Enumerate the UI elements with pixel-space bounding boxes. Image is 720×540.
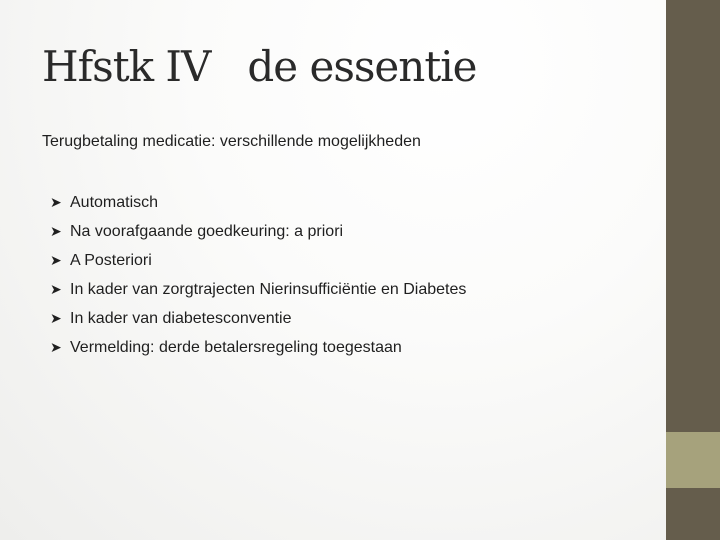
bullet-text: A Posteriori (70, 251, 152, 269)
slide-title: Hfstk IV de essentie (42, 42, 477, 91)
bullet-item (50, 333, 466, 362)
bullet-text: Vermelding: derde betalersregeling toegestaan (70, 338, 402, 356)
arrow-bullet-icon: ➤ (50, 252, 62, 268)
bullet-text: Automatisch (70, 193, 159, 211)
bullet-item (50, 246, 466, 275)
arrow-bullet-icon: ➤ (50, 223, 62, 239)
arrow-bullet-icon: ➤ (50, 194, 62, 210)
decorative-side-bar (666, 0, 720, 540)
arrow-bullet-icon: ➤ (50, 339, 62, 355)
arrow-bullet-icon: ➤ (50, 281, 62, 297)
bullet-item (50, 304, 466, 333)
bullet-text: In kader van diabetesconventie (70, 309, 292, 327)
bullet-text: Na voorafgaande goedkeuring: a priori (70, 222, 344, 240)
bullet-text: In kader van zorgtrajecten Nierinsufficiëntie en Diabetes (70, 280, 467, 298)
bullet-item (50, 217, 466, 246)
slide-subtitle: Terugbetaling medicatie: verschillende mogelijkheden (42, 133, 421, 150)
side-bar-accent (666, 432, 720, 488)
bullet-item (50, 188, 466, 217)
arrow-bullet-icon: ➤ (50, 310, 62, 326)
bullet-item (50, 275, 466, 304)
bullet-list (50, 188, 466, 362)
